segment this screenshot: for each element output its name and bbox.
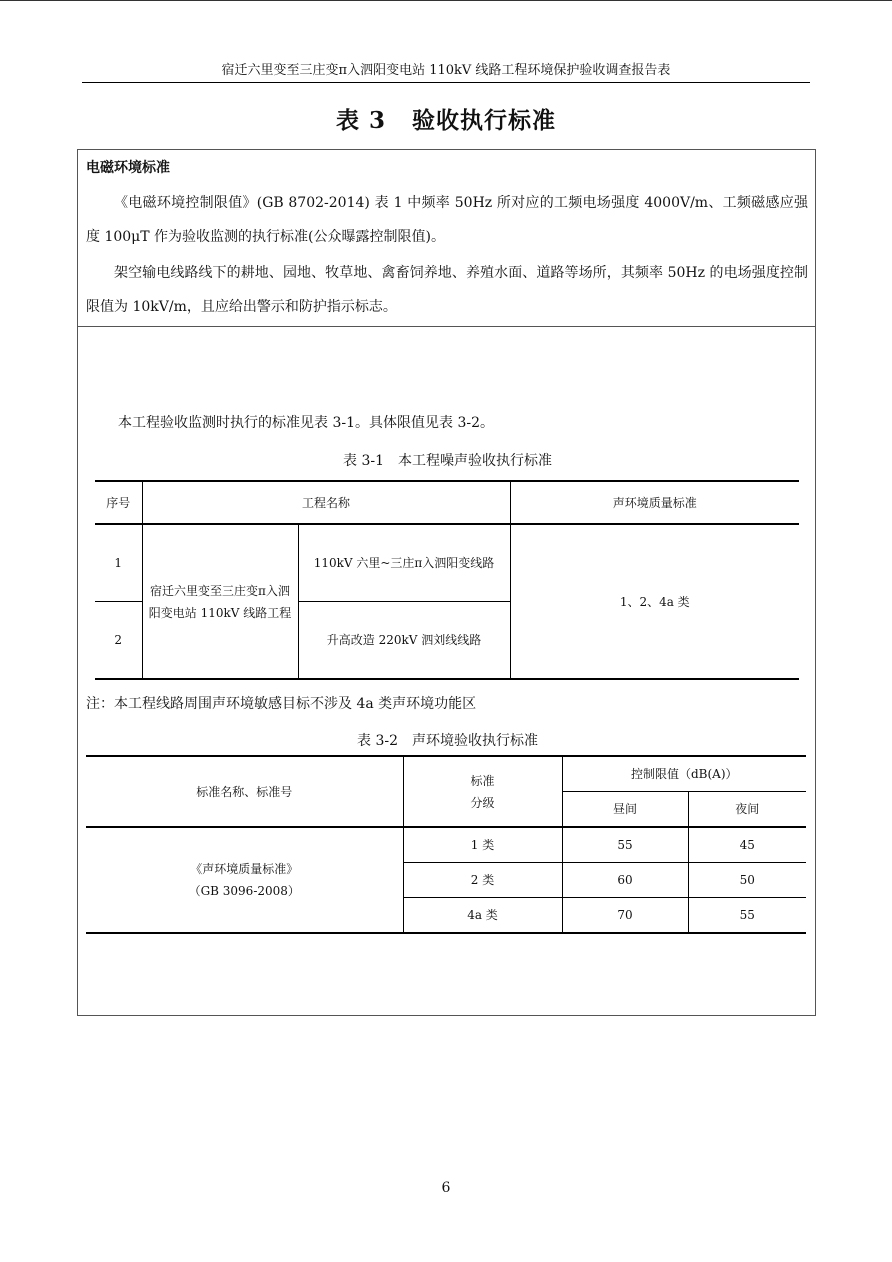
cell-day: 60	[562, 863, 688, 898]
table-row	[86, 827, 806, 863]
standard-name-line1: 《声环境质量标准》	[190, 862, 299, 876]
header-grade-line1: 标准	[470, 773, 495, 788]
table-3-1-caption: 表 3-1 本工程噪声验收执行标准	[343, 453, 552, 469]
standard-name-line2: （GB 3096-2008）	[188, 884, 300, 898]
cell-grade: 1 类	[403, 827, 562, 863]
table-row	[95, 481, 799, 524]
section-divider	[78, 326, 815, 327]
header-standard: 声环境质量标准	[510, 481, 799, 524]
em-paragraph-1: 《电磁环境控制限值》(GB 8702-2014) 表 1 中频率 50Hz 所对应的工频电场强度 4000V/m、工频磁感应强度 100μT 作为验收监测的执行标准(公众曝露控制限值)。	[86, 195, 808, 245]
cell-grade: 4a 类	[403, 898, 562, 934]
header-project: 工程名称	[142, 481, 510, 524]
cell-night: 50	[688, 863, 806, 898]
cell-seq: 2	[114, 633, 123, 647]
header-day: 昼间	[562, 792, 688, 828]
header-limit: 控制限值（dB(A)）	[562, 756, 806, 792]
cell-day: 55	[562, 827, 688, 863]
noise-intro: 本工程验收监测时执行的标准见表 3-1。具体限值见表 3-2。	[118, 415, 494, 431]
page-title-text: 验收执行标准	[412, 107, 556, 134]
page-number: 6	[441, 1180, 451, 1196]
header-night: 夜间	[688, 792, 806, 828]
page-title	[0, 106, 892, 136]
header-rule	[82, 82, 810, 83]
cell-night: 45	[688, 827, 806, 863]
table-3-1	[95, 480, 799, 680]
cell-line: 110kV 六里~三庄π入泗阳变线路	[298, 524, 510, 602]
cell-night: 55	[688, 898, 806, 934]
table-3-2	[86, 755, 806, 934]
table-3-2-caption: 表 3-2 声环境验收执行标准	[357, 733, 538, 749]
cell-project-group: 宿迁六里变至三庄变π入泗阳变电站 110kV 线路工程	[142, 524, 298, 679]
cell-standard-name	[86, 827, 403, 933]
table-row	[86, 756, 806, 792]
table-row	[95, 524, 799, 602]
header-seq: 序号	[95, 481, 142, 524]
cell-standard-value: 1、2、4a 类	[510, 524, 799, 679]
standards-frame	[77, 149, 816, 1016]
em-paragraph-2: 架空输电线路线下的耕地、园地、牧草地、禽畜饲养地、养殖水面、道路等场所，其频率 50Hz 的电场强度控制限值为 10kV/m，且应给出警示和防护指示标志。	[86, 265, 808, 315]
header-grade	[403, 756, 562, 827]
header-standard-name: 标准名称、标准号	[86, 756, 403, 827]
running-header: 宿迁六里变至三庄变π入泗阳变电站 110kV 线路工程环境保护验收调查报告表	[221, 63, 671, 78]
header-grade-line2: 分级	[470, 795, 495, 810]
cell-line: 升高改造 220kV 泗刘线线路	[298, 602, 510, 680]
cell-grade: 2 类	[403, 863, 562, 898]
page-title-number: 表 3	[335, 107, 386, 134]
em-section-title: 电磁环境标准	[86, 160, 170, 176]
cell-day: 70	[562, 898, 688, 934]
table-note: 注：本工程线路周围声环境敏感目标不涉及 4a 类声环境功能区	[86, 696, 477, 712]
top-border-line	[0, 0, 892, 1]
cell-seq: 1	[95, 524, 142, 602]
